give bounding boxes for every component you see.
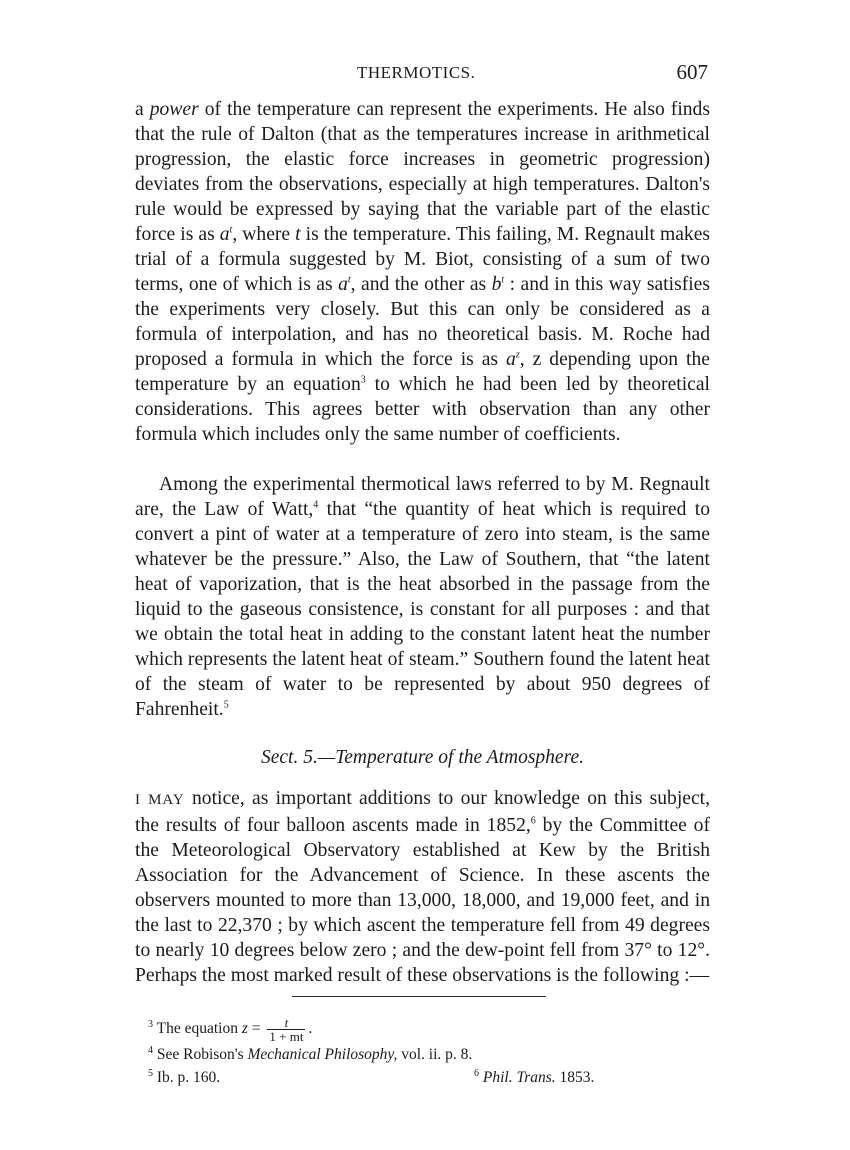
paragraph-1 <box>135 97 710 447</box>
footnote-mark: 5 <box>148 1067 153 1079</box>
footnote-text: Ib. p. 160. <box>156 1069 221 1086</box>
section-heading: Sect. 5.—Temperature of the Atmosphere. <box>261 747 584 768</box>
small-caps-lead: I MAY <box>135 792 185 808</box>
italic-text: a <box>338 274 348 295</box>
equation-fraction <box>267 1016 305 1043</box>
footnote-text: The equation <box>156 1020 242 1038</box>
text-run: , where <box>232 224 296 245</box>
equation-end: . <box>308 1020 313 1038</box>
text-run: : and in this way satisfies the experiments very closely. But this can only be considered as a formula of interpolation, and has no theoretical basis. M. Roche had proposed a formula in which the force is as <box>135 274 710 370</box>
superscript: 6 <box>530 815 536 827</box>
footnote-text: See Robison's <box>156 1046 248 1063</box>
fraction-denominator: 1 + mt <box>269 1029 304 1044</box>
text-run: a <box>135 99 150 120</box>
book-title: Mechanical Philosophy, <box>247 1046 398 1063</box>
running-header <box>135 60 715 90</box>
fraction-numerator: t <box>267 1016 305 1030</box>
footnote-year: 1853. <box>555 1069 595 1086</box>
paragraph-3-body <box>135 788 710 986</box>
italic-text: a <box>506 349 516 370</box>
footnote-mark: 4 <box>148 1044 153 1056</box>
superscript: 4 <box>313 499 319 511</box>
footnote-5 <box>148 1069 220 1087</box>
superscript: 3 <box>360 374 366 386</box>
footnote-mark: 3 <box>148 1018 153 1030</box>
text-run: of the temperature can represent the experiments. He also finds that the rule of Dalton (that as the temperatures increase in arithmetical progression, the elastic force increases in geometric progression) deviates from the observations, especially at high temperatures. Dalton's rule would be expressed by saying that the variable part of the elastic force is as <box>135 99 710 245</box>
superscript: t <box>229 224 233 236</box>
italic-text: t <box>295 224 301 245</box>
italic-text: a <box>219 224 230 245</box>
italic-text: b <box>491 274 502 295</box>
footnote-3 <box>148 1016 312 1043</box>
footnote-mark: 6 <box>474 1067 479 1079</box>
paragraph-2 <box>135 472 710 722</box>
equation-equals: = <box>247 1020 265 1038</box>
text-run: that “the quantity of heat which is required to convert a pint of water at a temperature of zero into steam, is the same whatever be the pressure.” Also, the Law of Southern, that “the latent heat of vaporization, that is the heat absorbed in the passage from the liquid to the gaseous consistence, is constant for all purposes : and that we obtain the total heat in adding to the constant latent heat the number which represents the latent heat of steam.” Southern found the latent heat of the steam of water to be represented by about 950 degrees of Fahrenheit. <box>135 499 710 720</box>
equation-lhs: z <box>241 1020 248 1038</box>
text-run: , and the other as <box>350 274 492 295</box>
footnote-rule <box>292 996 546 997</box>
page-number: 607 <box>676 60 708 84</box>
superscript: t <box>501 274 505 286</box>
text-run: to which he had been led by theoretical considerations. This agrees better with observation than any other formula which includes only the same number of coefficients. <box>135 374 710 445</box>
superscript: 5 <box>223 699 229 711</box>
running-title: THERMOTICS. <box>357 63 476 82</box>
footnote-4 <box>148 1046 472 1064</box>
text-run: by the Committee of the Meteorological Observatory established at Kew by the British Association for the Advancement of Science. In these ascents the observers mounted to more than 13,000, 18,000, and 19,000 feet, and in the last to 22,370 ; by which ascent the temperature fell from 49 degrees to nearly 10 degrees below zero ; and the dew-point fell from 37° to 12°. Perhaps the most marked result of these observations is the following :— <box>135 815 710 986</box>
superscript: t <box>347 274 351 286</box>
text-run: notice, as important additions to our knowledge on this subject, the results of four balloon ascents made in 1852, <box>135 788 710 836</box>
footnote-6 <box>474 1069 594 1087</box>
journal-title: Phil. Trans. <box>482 1069 556 1086</box>
paragraph-3 <box>135 786 710 988</box>
superscript: z <box>515 349 520 361</box>
text-run: , z depending upon the temperature by an equation <box>135 349 710 395</box>
footnote-reference: vol. ii. p. 8. <box>397 1046 473 1063</box>
text-run: Among the experimental thermotical laws referred to by M. Regnault are, the Law of Watt, <box>135 474 710 520</box>
italic-text: power <box>149 99 199 120</box>
text-run: is the temperature. This failing, M. Regnault makes trial of a formula suggested by M. Biot, consisting of a sum of two terms, one of which is as <box>135 224 711 295</box>
